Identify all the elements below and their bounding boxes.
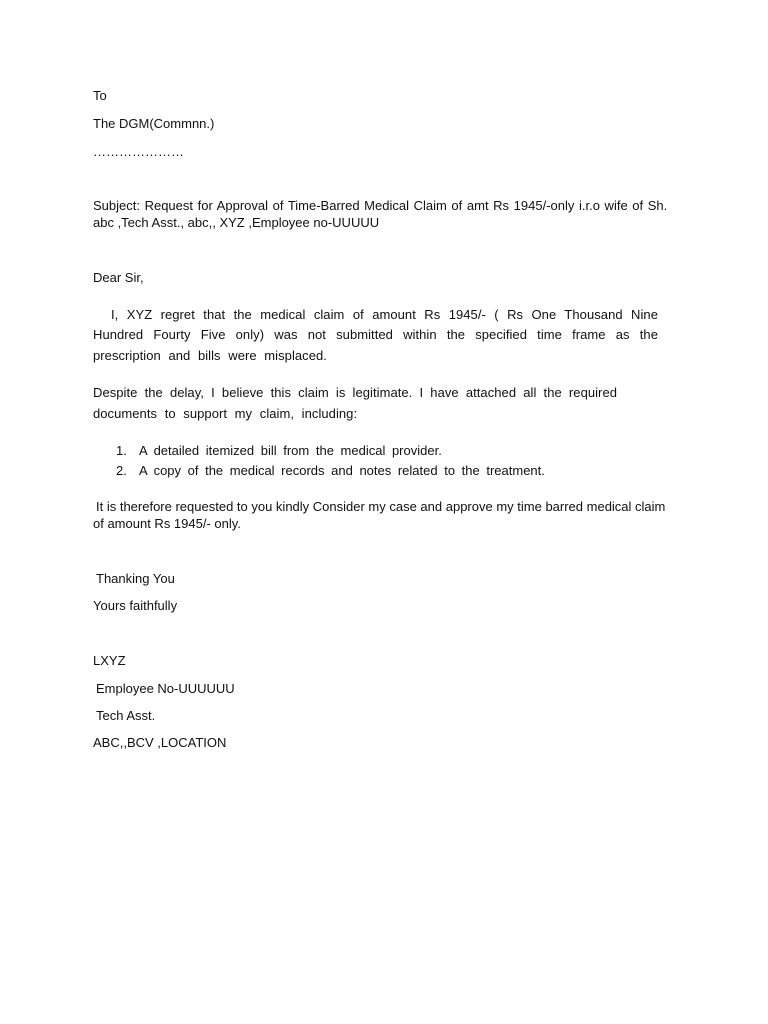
paragraph-2-line-1: Despite the delay, I believe this claim is legitimate. I have attached all the required <box>93 385 617 400</box>
list-number: 1. <box>116 443 127 458</box>
recipient: The DGM(Commnn.) <box>93 116 215 131</box>
list-number: 2. <box>116 463 127 478</box>
recipient-address-dots: ………………… <box>93 144 184 159</box>
paragraph-3-line-1: It is therefore requested to you kindly Consider my case and approve my time barred medical claim <box>96 499 666 514</box>
subject-line-1: Subject: Request for Approval of Time-Barred Medical Claim of amt Rs 1945/-only i.r.o wife of Sh. <box>93 198 668 213</box>
list-text: A copy of the medical records and notes related to the treatment. <box>139 463 545 478</box>
thanking-you: Thanking You <box>96 571 175 586</box>
list-text: A detailed itemized bill from the medical provider. <box>139 443 442 458</box>
paragraph-1-line-1: I, XYZ regret that the medical claim of amount Rs 1945/- ( Rs One Thousand Nine <box>111 307 658 322</box>
paragraph-2-line-2: documents to support my claim, including: <box>93 406 358 421</box>
paragraph-1-line-3: prescription and bills were misplaced. <box>93 348 327 363</box>
designation: Tech Asst. <box>96 708 156 723</box>
closing: Yours faithfully <box>93 598 178 613</box>
sender-location: ABC,,BCV ,LOCATION <box>93 735 227 750</box>
salutation: Dear Sir, <box>93 270 144 285</box>
subject-line-2: abc ,Tech Asst., abc,, XYZ ,Employee no-UUUUU <box>93 215 380 230</box>
employee-number: Employee No-UUUUUU <box>96 681 235 696</box>
paragraph-1-line-2: Hundred Fourty Five only) was not submitted within the specified time frame as the <box>93 327 658 342</box>
paragraph-3-line-2: of amount Rs 1945/- only. <box>93 516 241 531</box>
sender-name: LXYZ <box>93 653 126 668</box>
to-label: To <box>93 88 107 103</box>
